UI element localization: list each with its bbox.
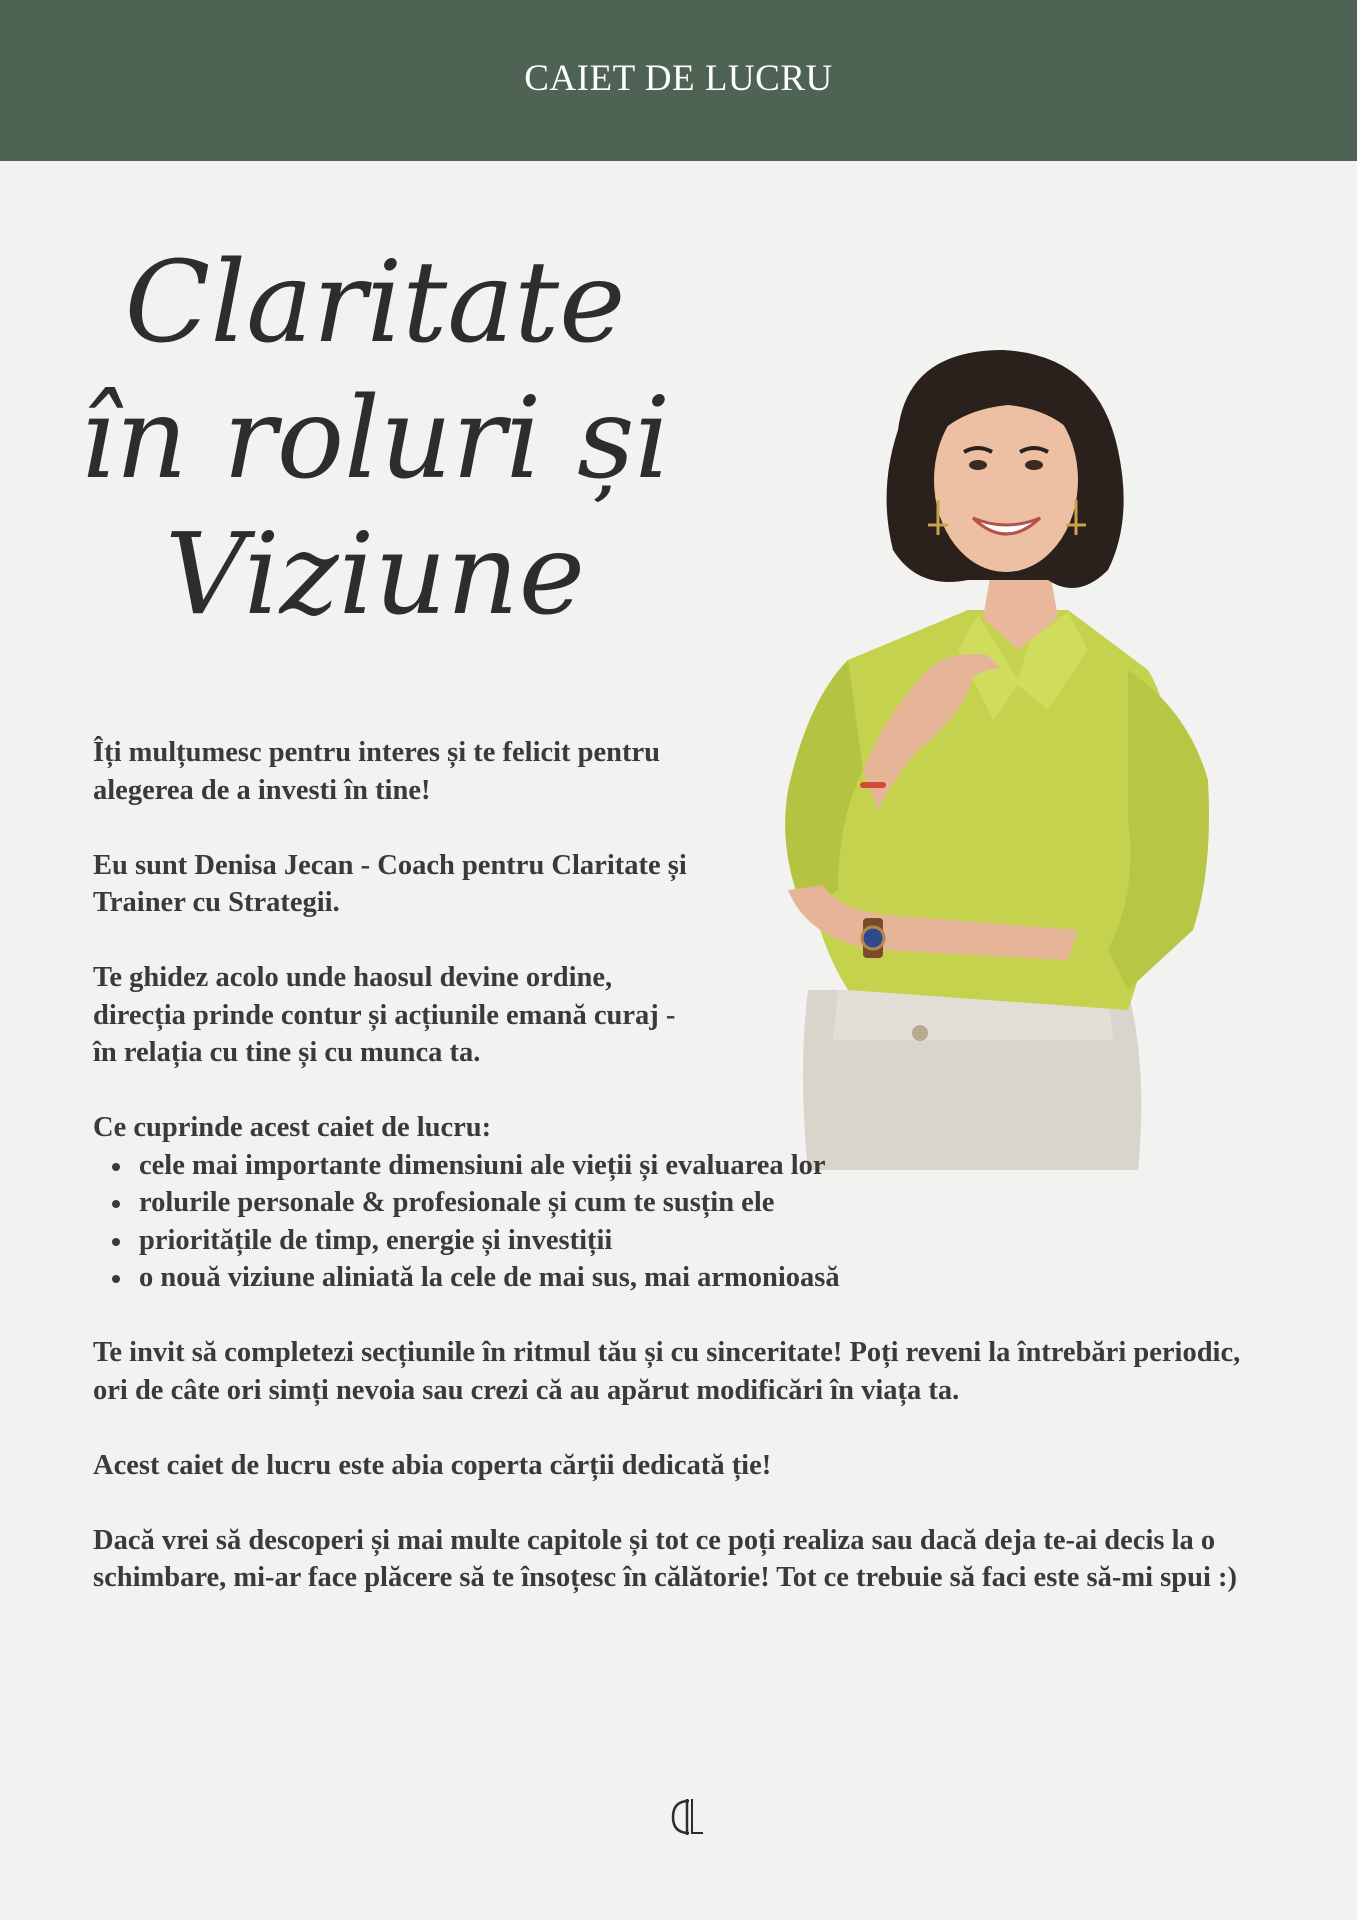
intro-paragraph-2: Eu sunt Denisa Jecan - Coach pentru Claritate și Trainer cu Strategii. (93, 849, 687, 918)
body-text (93, 734, 1253, 1634)
header-title: CAIET DE LUCRU (524, 57, 833, 99)
intro-paragraph-3: Te ghidez acolo unde haosul devine ordine, direcția prinde contur și acțiunile emană curaj - în relația cu tine și cu munca ta. (93, 962, 676, 1068)
outro-paragraph-1: Te invit să completezi secțiunile în ritmul tău și cu sinceritate! Poți reveni la întrebări periodic, ori de câte ori simți nevoia sau crezi că au apărut modificări în viața ta. (93, 1337, 1241, 1406)
monogram-logo-icon (665, 1795, 709, 1839)
list-item: o nouă viziune aliniată la cele de mai sus, mai armonioasă (93, 1259, 1253, 1297)
list-item: rolurile personale & profesionale și cum te susțin ele (93, 1184, 1253, 1222)
contents-list (93, 1147, 1253, 1297)
intro-paragraph-1: Îți mulțumesc pentru interes și te felicit pentru alegerea de a investi în tine! (93, 737, 661, 806)
outro-paragraph-2: Acest caiet de lucru este abia coperta cărții dedicată ție! (93, 1449, 772, 1481)
contents-heading: Ce cuprinde acest caiet de lucru: (93, 1112, 492, 1143)
cover-title-line-1: Claritate (124, 238, 626, 368)
list-item: prioritățile de timp, energie și investiții (93, 1222, 1253, 1260)
header-bar (0, 0, 1357, 161)
cover-title-line-2: în roluri și (79, 374, 671, 504)
cover-title-line-3: Viziune (164, 510, 586, 640)
outro-paragraph-3: Dacă vrei să descoperi și mai multe capitole și tot ce poți realiza sau dacă deja te-ai decis la o schimbare, mi-ar face plăcere să te însoțesc în călătorie! Tot ce trebuie să faci este să-mi spui :) (93, 1524, 1237, 1593)
list-item: cele mai importante dimensiuni ale vieții și evaluarea lor (93, 1147, 1253, 1185)
cover-title (70, 235, 680, 643)
